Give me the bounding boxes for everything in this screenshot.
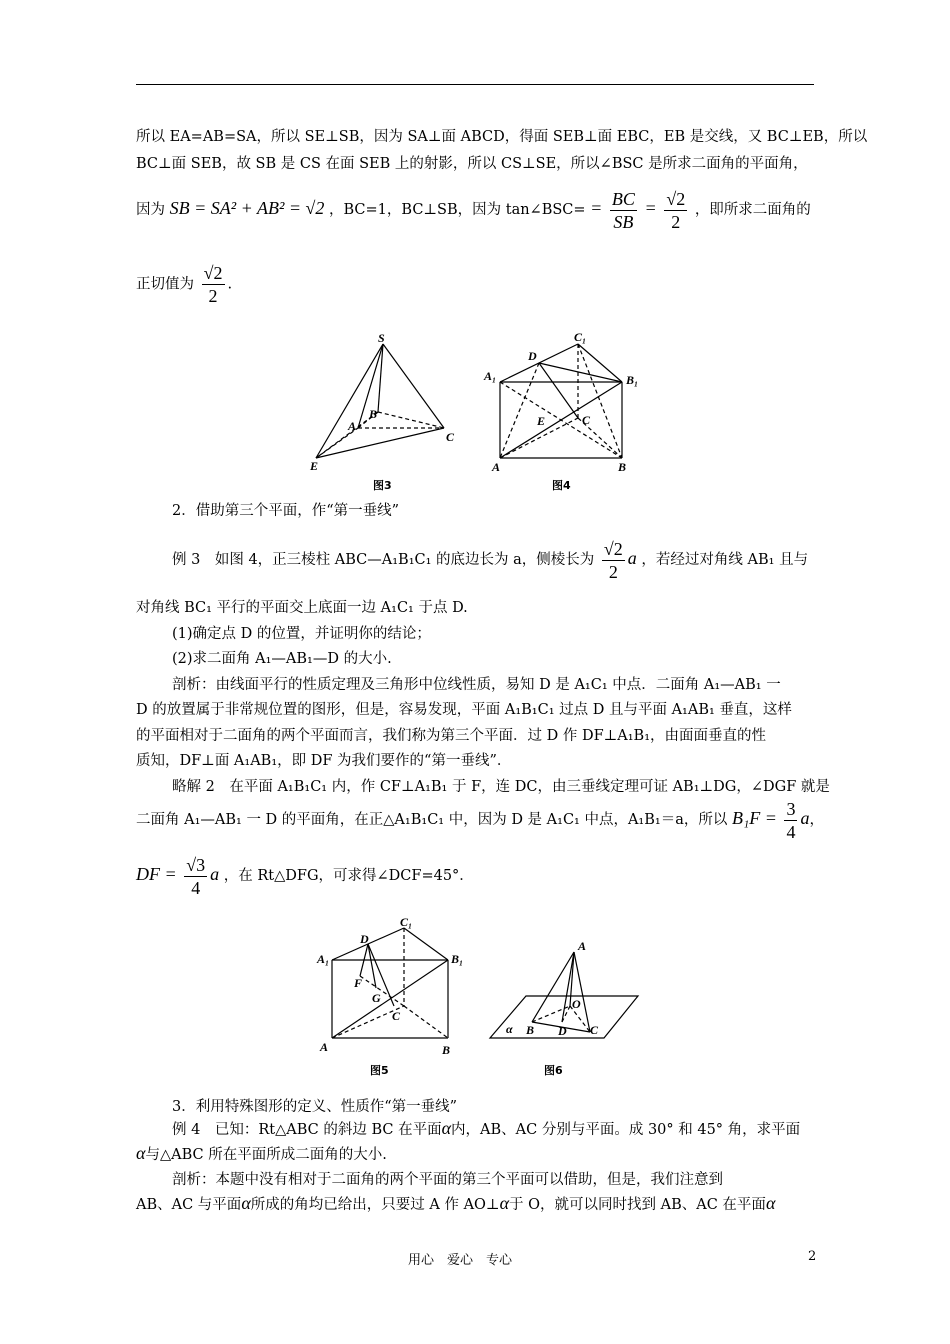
symbol-alpha: α <box>136 1143 146 1163</box>
label-c: C <box>446 430 455 444</box>
numerator: BC <box>611 188 635 209</box>
figure-6-drawing <box>486 934 646 1079</box>
label-c: C <box>590 1023 599 1037</box>
label-a1: A₁ <box>484 369 497 383</box>
label-e: E <box>310 459 319 473</box>
formula-sb: SB = SA² + AB² = √2 <box>169 198 325 218</box>
label-f: F <box>354 976 363 990</box>
caption-fig5: 图5 <box>370 1064 389 1077</box>
figure-3 <box>306 330 466 495</box>
label-a: A <box>348 419 357 433</box>
figure-4 <box>482 330 642 495</box>
text-line <box>136 1193 775 1215</box>
figure-6 <box>486 934 646 1079</box>
fraction-root2-over-2 <box>664 188 687 233</box>
text-line: 的平面相对于二面角的两个平面而言，我们称为第三个平面．过 D 作 DF⊥A₁B₁，由面面垂直的性 <box>136 728 767 744</box>
symbol-alpha: α <box>441 1118 452 1138</box>
text-line-with-formula <box>172 536 808 583</box>
label-c: C <box>392 1009 401 1023</box>
equals-sign: = <box>590 198 603 218</box>
label-s: S <box>378 331 385 345</box>
variable-a: a <box>210 864 220 884</box>
header-rule <box>136 84 814 85</box>
formula-b1f: B₁F = <box>731 808 777 828</box>
text-line-with-formula: 正切值为 $\frac{√2}{2}$ . <box>136 263 233 306</box>
label-o: O <box>572 997 581 1011</box>
text-line: BC⊥面 SEB，故 SB 是 CS 在面 SEB 上的射影，所以 CS⊥SE，所以∠BSC 是所求二面角的平面角， <box>136 156 808 172</box>
text-line: 剖析：由线面平行的性质定理及三角形中位线性质，易知 D 是 A₁C₁ 中点．二面角 A₁—AB₁ 一 <box>172 677 781 693</box>
label-b: B <box>618 460 627 474</box>
text-line: 对角线 BC₁ 平行的平面交上底面一边 A₁C₁ 于点 D. <box>136 600 468 616</box>
text-line: (1)确定点 D 的位置，并证明你的结论； <box>172 626 431 642</box>
page-footer: 用心 爱心 专心 <box>408 1253 513 1268</box>
denominator: 2 <box>208 286 218 306</box>
label-d: D <box>528 349 537 363</box>
text: 于 O，就可以同时找到 AB、AC 在平面 <box>509 1197 766 1213</box>
text: ，即所求二面角的 <box>694 202 811 218</box>
text: 例 3 如图 4，正三棱柱 ABC—A₁B₁C₁ 的底边长为 a，侧棱长为 <box>172 552 595 568</box>
denominator: 2 <box>671 211 681 232</box>
label-e: E <box>537 414 546 428</box>
denominator: 2 <box>608 561 618 582</box>
variable-a: a <box>627 548 637 568</box>
caption-fig4: 图4 <box>552 479 571 492</box>
denominator: 4 <box>191 877 201 898</box>
numerator: 3 <box>786 798 796 819</box>
label-b: B <box>526 1023 535 1037</box>
formula-df: DF = <box>136 864 177 884</box>
label-c: C <box>582 413 591 427</box>
equals-sign: = <box>644 198 657 218</box>
figure-5-drawing <box>314 914 474 1079</box>
text: AB、AC 与平面 <box>136 1197 242 1213</box>
label-d: D <box>558 1024 567 1038</box>
text-line-with-formula <box>136 852 474 899</box>
text-line <box>172 1118 800 1140</box>
text-line <box>136 1143 387 1165</box>
label-a: A <box>320 1040 329 1054</box>
numerator: √2 <box>603 538 623 559</box>
label-a: A <box>492 460 501 474</box>
fraction-root2-over-2 <box>602 538 625 583</box>
symbol-alpha: α <box>765 1193 776 1213</box>
figure-5 <box>314 914 474 1079</box>
text: ，BC=1，BC⊥SB，因为 tan∠BSC= <box>329 202 586 218</box>
text: 所成的角均已给出，只要过 A 作 AO⊥ <box>250 1197 500 1213</box>
text-line: 剖析：本题中没有相对于二面角的两个平面的第三个平面可以借助，但是，我们注意到 <box>172 1172 723 1188</box>
figure-4-drawing <box>482 330 642 495</box>
denominator: 4 <box>786 821 796 842</box>
label-alpha: α <box>506 1022 513 1036</box>
label-a: A <box>578 939 587 953</box>
text: ，若经过对角线 AB₁ 且与 <box>641 552 809 568</box>
figure-3-drawing <box>306 330 466 495</box>
text-line: 略解 2 在平面 A₁B₁C₁ 内，作 CF⊥A₁B₁ 于 F，连 DC，由三垂线定理可证 AB₁⊥DG，∠DGF 就是 <box>172 779 830 795</box>
text: 二面角 A₁—AB₁ 一 D 的平面角，在正△A₁B₁C₁ 中，因为 D 是 A₁C₁ 中点，A₁B₁＝a，所以 <box>136 812 728 828</box>
label-b1: B₁ <box>451 952 464 966</box>
text: 内，AB、AC 分别与平面。成 30° 和 45° 角，求平面 <box>451 1122 801 1138</box>
text-line: 质知，DF⊥面 A₁AB₁，即 DF 为我们要作的“第一垂线”． <box>136 753 512 769</box>
denominator: SB <box>613 211 634 232</box>
text: 正切值为 <box>136 276 194 293</box>
caption-fig6: 图6 <box>544 1064 563 1077</box>
fraction-root3-over-4 <box>184 854 207 899</box>
label-b: B <box>369 407 378 421</box>
label-c1: C₁ <box>574 330 587 344</box>
label-d: D <box>360 932 369 946</box>
variable-a: a <box>800 808 810 828</box>
label-c1: C₁ <box>400 915 413 929</box>
section-title: 2．借助第三个平面，作“第一垂线” <box>172 503 400 519</box>
numerator: √2 <box>666 188 686 209</box>
text: 例 4 已知：Rt△ABC 的斜边 BC 在平面 <box>172 1122 442 1138</box>
label-b: B <box>442 1043 451 1057</box>
section-title: 3．利用特殊图形的定义、性质作“第一垂线” <box>172 1099 458 1115</box>
text-line-with-formula <box>136 186 811 233</box>
label-g: G <box>372 991 381 1005</box>
text-line: (2)求二面角 A₁—AB₁—D 的大小. <box>172 651 392 667</box>
caption-fig3: 图3 <box>373 479 392 492</box>
numerator: √3 <box>186 854 206 875</box>
fraction-root2-over-2 <box>202 262 225 307</box>
numerator: √2 <box>203 263 223 283</box>
page-number: 2 <box>808 1249 817 1264</box>
text: ，在 Rt△DFG，可求得∠DCF=45°． <box>223 868 474 884</box>
fraction-bc-sb <box>610 188 637 233</box>
symbol-alpha: α <box>241 1193 251 1213</box>
label-a1: A₁ <box>317 952 330 966</box>
text-line: D 的放置属于非常规位置的图形，但是，容易发现，平面 A₁B₁C₁ 过点 D 且与平面 A₁AB₁ 垂直，这样 <box>136 702 792 718</box>
text-line: 所以 EA=AB=SA，所以 SE⊥SB，因为 SA⊥面 ABCD，得面 SEB⊥面 EBC，EB 是交线，又 BC⊥EB，所以 <box>136 129 868 145</box>
label-b1: B₁ <box>626 373 639 387</box>
text: 因为 <box>136 202 165 218</box>
symbol-alpha: α <box>499 1193 510 1213</box>
text: 与△ABC 所在平面所成二面角的大小. <box>145 1147 387 1163</box>
fraction-3-over-4 <box>784 798 797 843</box>
text-line-with-formula: 二面角 A₁—AB₁ 一 D 的平面角，在正△A₁B₁C₁ 中，因为 D 是 A₁C₁ 中点，A₁B₁＝a，所以 B₁F = $\frac{3}{4}$ a， <box>136 798 824 842</box>
